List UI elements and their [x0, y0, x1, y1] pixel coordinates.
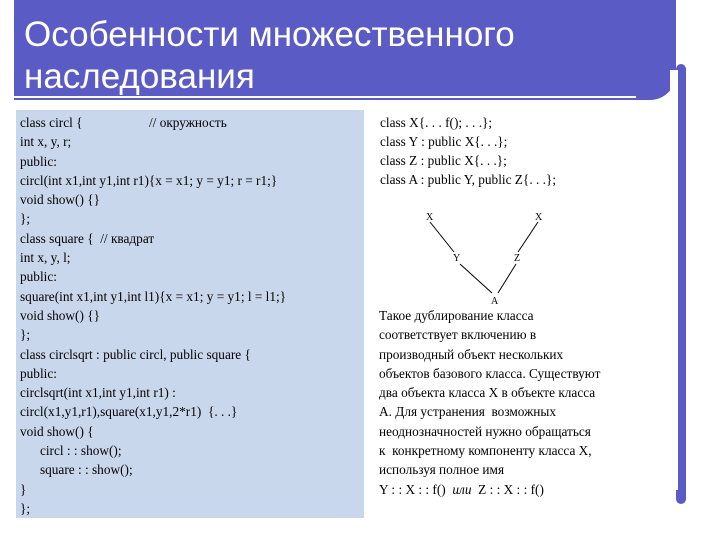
code-line: public: [20, 269, 57, 285]
or-word: или [452, 481, 472, 497]
code-line: class Z : public X{. . .}; [380, 153, 507, 168]
code-line: class square { // квадрат [20, 230, 155, 246]
slide-title [24, 14, 664, 98]
code-line: circlsqrt(int x1,int y1,int r1) : [20, 385, 176, 401]
description-line: неоднозначностей нужно обращаться [379, 423, 591, 439]
code-line: class X{. . . f(); . . .}; [380, 115, 493, 130]
code-listing-right [380, 113, 556, 189]
slide-title-line2: наследования [24, 57, 255, 96]
description-line: Такое дублирование класса [379, 308, 534, 323]
edge-y-x1 [430, 222, 454, 252]
inheritance-diagram [410, 200, 570, 315]
node-y: Y [453, 253, 461, 264]
title-divider [14, 96, 636, 98]
description-line: используя полное имя [379, 462, 505, 478]
description-line: производный объект нескольких [379, 346, 564, 362]
code-line: int x, y, l; [20, 250, 71, 266]
code-line: public: [20, 153, 57, 169]
node-a: A [491, 296, 499, 307]
qualified-name-line [379, 480, 664, 499]
code-line: public: [20, 365, 57, 381]
edge-a-y [460, 264, 492, 293]
code-line: void show() {} [20, 307, 100, 323]
code-line: class circl { // окружность [20, 115, 227, 130]
description-line: соответствует включению в [379, 327, 537, 343]
code-line: void show() {} [20, 192, 100, 208]
qualified-name-z: Z : : X : : f() [478, 481, 544, 497]
code-line: circl(int x1,int y1,int r1){x = x1; y = y1; r = r1;} [20, 172, 278, 188]
description-text [379, 306, 664, 499]
code-line: class Y : public X{. . .}; [380, 134, 508, 149]
qualified-name-y: Y : : X : : f() [379, 481, 446, 497]
description-line: A. Для устранения возможных [379, 404, 557, 420]
code-line: }; [20, 327, 31, 343]
description-line: два объекта класса X в объекте класса [379, 385, 596, 401]
edge-z-x2 [518, 222, 538, 252]
description-line: к конкретному компоненту класса X, [379, 443, 592, 459]
code-line: circl(x1,y1,r1),square(x1,y1,2*r1) {. . .} [20, 404, 238, 420]
code-line: }; [20, 211, 31, 227]
code-line: class circlsqrt : public circl, public square { [20, 346, 251, 362]
code-line: int x, y, r; [20, 134, 72, 150]
node-z: Z [514, 253, 521, 264]
code-line: square : : show(); [20, 462, 133, 478]
right-decor-gap [670, 70, 678, 490]
code-line: }; [20, 500, 31, 516]
slide-title-line1: Особенности множественного [24, 15, 515, 54]
node-x1: X [426, 212, 434, 223]
code-line: class A : public Y, public Z{. . .}; [380, 172, 557, 187]
code-line: } [20, 481, 27, 497]
description-line: объектов базового класса. Существуют [379, 365, 601, 381]
edge-a-z [498, 264, 516, 293]
code-line: void show() { [20, 423, 94, 439]
node-x2: X [535, 212, 543, 223]
code-line: square(int x1,int y1,int l1){x = x1; y = y1; l = l1;} [20, 288, 287, 304]
code-listing-left [20, 113, 364, 518]
code-line: circl : : show(); [20, 443, 122, 459]
